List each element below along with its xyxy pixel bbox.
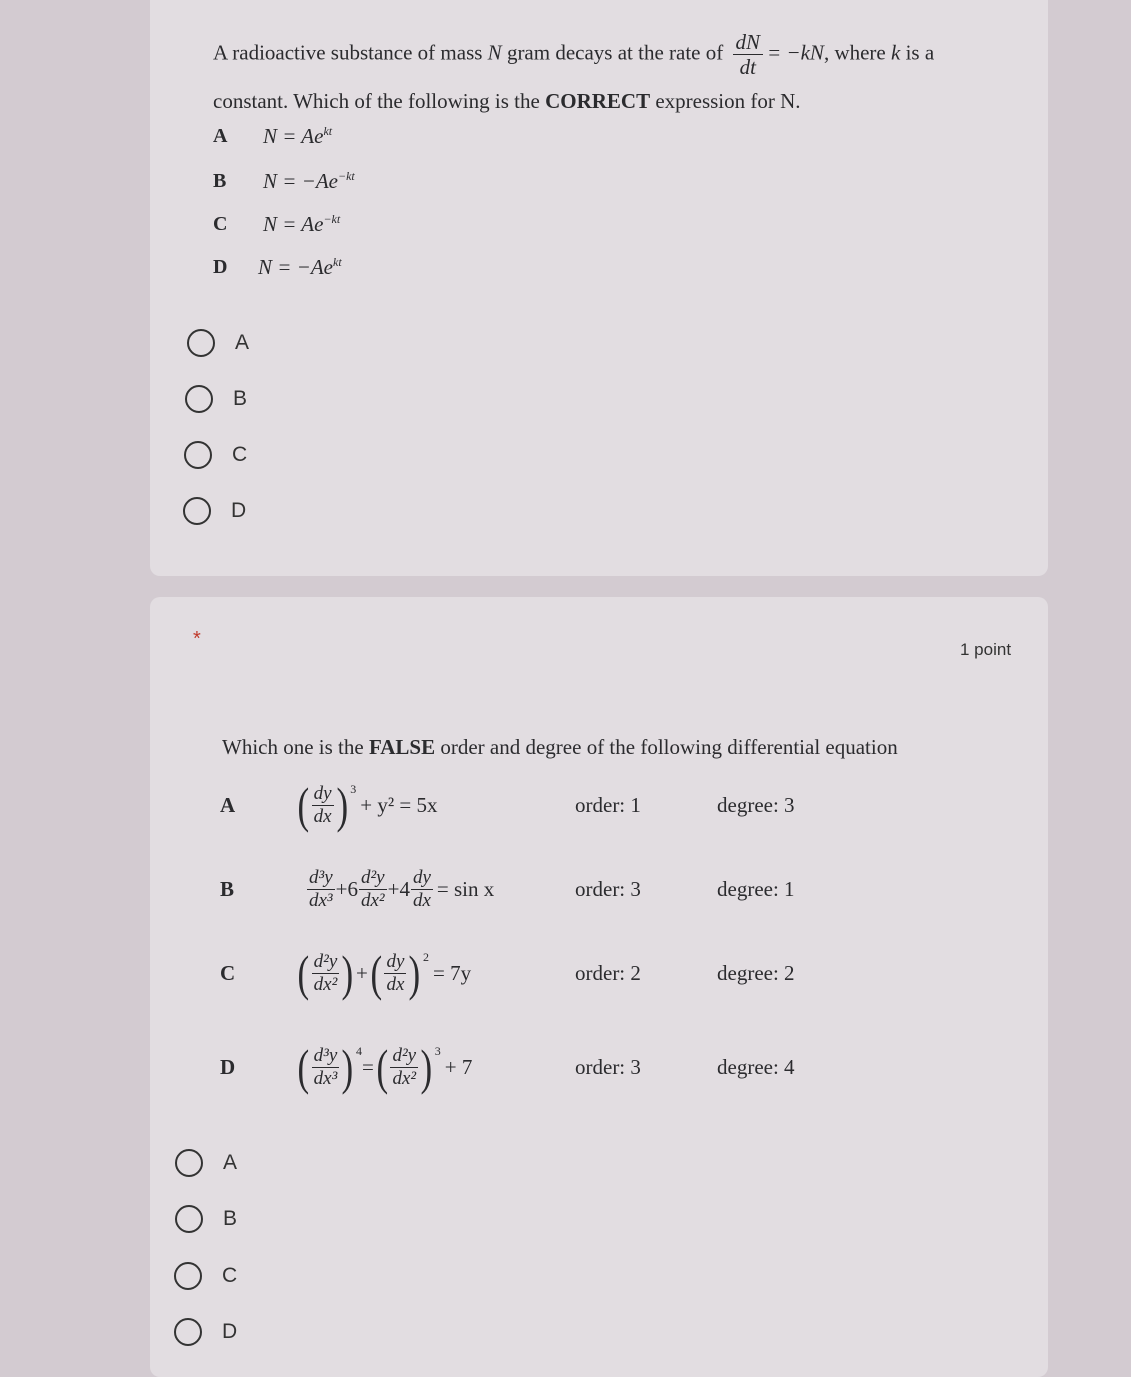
equation-d: ( $\frac{\text{d³y}}{\text{dx³}}$ ) 4 = ( $\frac{\text{d²y}}{\text{dx²}}$ ) 3 + 7 — [297, 1039, 473, 1095]
equation-c: ( $\frac{\text{d²y}}{\text{dx²}}$ ) + ( $\frac{dy}{dx}$ ) 2 = 7y — [297, 945, 472, 1001]
q1-option-c: C $N = Ae^{-kt}$ — [213, 212, 341, 236]
radio-circle[interactable] — [175, 1149, 203, 1177]
q2-radio-d[interactable]: D — [174, 1318, 237, 1346]
q2-prompt: Which one is the FALSE order and degree of the following differential equation — [222, 735, 898, 759]
q1-option-a: A $N = Ae^{kt}$ — [213, 124, 333, 148]
q1-option-b: B $N = -Ae^{-kt}$ — [213, 169, 355, 193]
q2-row-b: B $\frac{\text{d³y}}{\text{dx³}}$ +6 $\frac{\text{d²y}}{\text{dx²}}$ +4 $\frac{dy}{dx}$ = sin x order: 3 degree: 1 — [220, 867, 795, 911]
equation-b: $\frac{\text{d³y}}{\text{dx³}}$ +6 $\frac{\text{d²y}}{\text{dx²}}$ +4 $\frac{dy}{dx}$ = sin x — [309, 867, 495, 911]
radio-circle[interactable] — [185, 385, 213, 413]
q1-radio-d[interactable]: D — [183, 497, 246, 525]
q2-row-c: C ( $\frac{\text{d²y}}{\text{dx²}}$ ) + ( $\frac{dy}{dx}$ ) 2 = 7y order: 2 degree: 2 — [220, 945, 795, 1001]
required-asterisk: * — [193, 628, 201, 650]
points-label: 1 point — [960, 640, 1012, 659]
q1-radio-a[interactable]: A — [187, 329, 249, 357]
radio-circle[interactable] — [174, 1318, 202, 1346]
q2-radio-b[interactable]: B — [175, 1205, 237, 1233]
q1-prompt-line2: constant. Which of the following is the CORRECT expression for N. — [213, 89, 801, 113]
q1-radio-c[interactable]: C — [184, 441, 247, 469]
radio-circle[interactable] — [187, 329, 215, 357]
radio-circle[interactable] — [174, 1262, 202, 1290]
radio-circle[interactable] — [183, 497, 211, 525]
radio-circle[interactable] — [175, 1205, 203, 1233]
rate-fraction: $\frac{dN}{dt}$ — [733, 30, 764, 79]
q2-row-a: A ( $\frac{dy}{dx}$ ) 3 + y² = 5x order: 1 degree: 3 — [220, 777, 795, 833]
q1-prompt-line1: A radioactive substance of mass N gram decays at the rate of $\frac{dN}{dt}$ = −kN, where k is a — [213, 30, 935, 79]
radio-circle[interactable] — [184, 441, 212, 469]
q2-row-d: D ( $\frac{\text{d³y}}{\text{dx³}}$ ) 4 = ( $\frac{\text{d²y}}{\text{dx²}}$ ) 3 + 7 order: 3 degree: 4 — [220, 1039, 795, 1095]
q1-radio-b[interactable]: B — [185, 385, 247, 413]
q1-option-d: D $N = -Ae^{kt}$ — [213, 255, 342, 279]
q2-radio-a[interactable]: A — [175, 1149, 237, 1177]
equation-a: ( $\frac{dy}{dx}$ ) 3 + y² = 5x — [297, 777, 438, 833]
q2-radio-c[interactable]: C — [174, 1262, 237, 1290]
